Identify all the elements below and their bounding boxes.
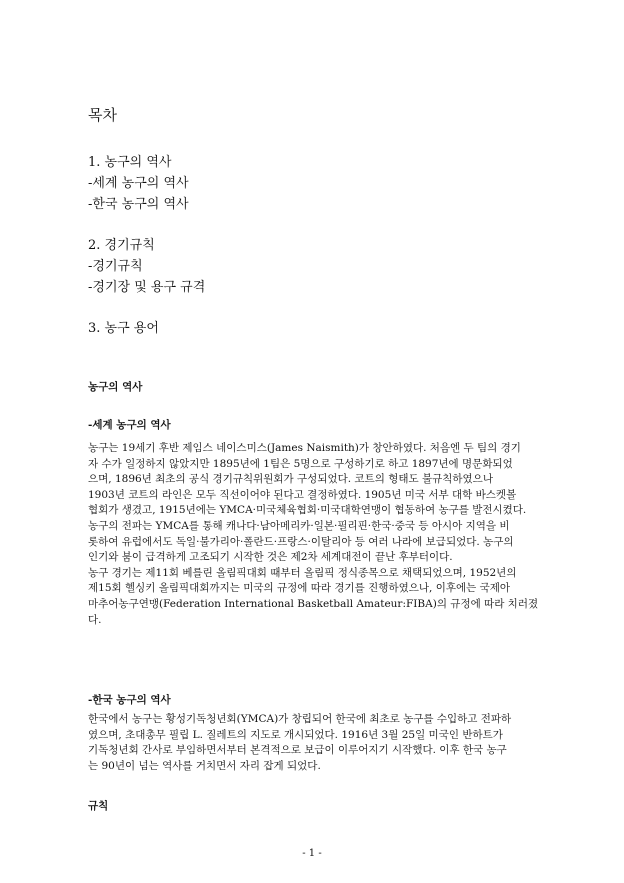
toc-item-2-1: -경기규칙 [88,259,143,274]
paragraph-line: 제15회 헬싱키 올림픽대회까지는 미국의 규정에 따라 경기를 진행하였으나, 이후에는 국제아 [88,582,511,595]
toc-item-3: 3. 농구 용어 [88,321,159,336]
paragraph-line: 기독청년회 간사로 부임하면서부터 본격적으로 보급이 이루어지기 시작했다. 이후 한국 농구 [88,744,507,757]
paragraph-line: 자 수가 일정하지 않았지만 1895년에 1팀은 5명으로 구성하기로 하고 1897년에 명문화되었 [88,457,513,470]
paragraph-line: 인기와 붐이 급격하게 고조되기 시작한 것은 제2차 세계대전이 끝난 후부터이다. [88,551,453,564]
toc-title: 목차 [88,106,117,124]
paragraph-line: 마추어농구연맹(Federation International Basketball Amateur:FIBA)의 규정에 따라 치러졌 [88,597,539,610]
paragraph-line: 다. [88,613,102,626]
paragraph-line: 으며, 1896년 최초의 공식 경기규칙위원회가 구성되었다. 코트의 형태도 불규칙하였으나 [88,473,493,486]
paragraph-world-history [88,441,543,628]
paragraph-line: 였으며, 초대총무 필립 L. 질레트의 지도로 개시되었다. 1916년 3월 25일 미국인 반하트가 [88,728,503,741]
toc-item-1-1: -세계 농구의 역사 [88,176,189,191]
section-heading-history: 농구의 역사 [88,381,143,393]
paragraph-line: 한국에서 농구는 황성기독청년회(YMCA)가 창립되어 한국에 최초로 농구를 수입하고 전파하 [88,713,512,725]
paragraph-line: 는 90년이 넘는 역사를 거치면서 자리 잡게 되었다. [88,759,321,772]
section-heading-rules: 규칙 [88,800,109,812]
paragraph-line: 농구 경기는 제11회 베를린 올림픽대회 때부터 올림픽 정식종목으로 채택되었으며, 1952년의 [88,566,517,579]
paragraph-line: 협회가 생겼고, 1915년에는 YMCA·미국체육협회·미국대학연맹이 협동하여 농구를 발전시켰다. [88,504,527,517]
page-number: - 1 - [302,848,322,859]
paragraph-line: 농구는 19세기 후반 제임스 네이스미스(James Naismith)가 창안하였다. 처음엔 두 팀의 경기 [88,442,521,454]
paragraph-korea-history [88,712,543,774]
subheading-korea-history: -한국 농구의 역사 [88,694,171,706]
paragraph-line: 1903년 코트의 라인은 모두 직선이어야 된다고 결정하였다. 1905년 미국 서부 대학 바스켓볼 [88,488,517,501]
paragraph-line: 농구의 전파는 YMCA를 통해 캐나다·남아메리카·일본·필리핀·한국·중국 등 아시아 지역을 비 [88,519,510,532]
toc-item-2: 2. 경기규칙 [88,238,155,253]
toc-item-2-2: -경기장 및 용구 규격 [88,280,206,295]
toc-item-1-2: -한국 농구의 역사 [88,197,189,212]
subheading-world-history: -세계 농구의 역사 [88,419,171,431]
toc-item-1: 1. 농구의 역사 [88,155,172,170]
paragraph-line: 롯하여 유럽에서도 독일·불가리아·폴란드·프랑스·이탈리아 등 여러 나라에 보급되었다. 농구의 [88,535,514,548]
